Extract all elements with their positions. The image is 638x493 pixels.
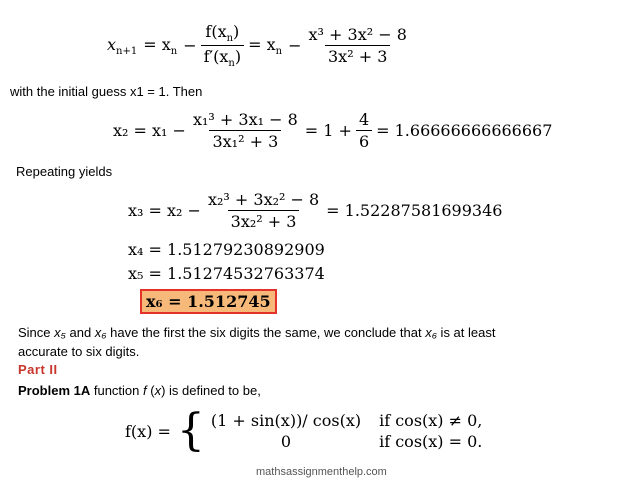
case2-expr: 0 bbox=[280, 432, 292, 451]
eq1-mid2: = x bbox=[248, 34, 276, 54]
para-a: Since bbox=[18, 325, 55, 340]
eq1-lhs-sub: n+1 bbox=[116, 45, 138, 57]
problem-label: Problem 1A bbox=[18, 383, 91, 398]
eq2-frac-den: 3x₁² + 3 bbox=[209, 130, 281, 151]
eq3-result: = 1.52287581699346 bbox=[326, 201, 503, 220]
para-b: and bbox=[65, 325, 95, 340]
eq1-mid1-sub: n bbox=[170, 45, 178, 57]
x4-equation: x₄ = 1.51279230892909 bbox=[128, 240, 325, 259]
eq1-frac1-num-sub: n bbox=[226, 33, 234, 45]
eq1-mid2-sub: n bbox=[275, 45, 283, 57]
eq1-frac1-den: f′(x bbox=[203, 47, 229, 67]
eq2-result: = 1.66666666666667 bbox=[376, 121, 553, 140]
newton-iteration-equation bbox=[107, 22, 414, 69]
piecewise-lhs: f(x) = bbox=[125, 421, 171, 441]
eq3-frac-num: x₂³ + 3x₂² − 8 bbox=[207, 190, 320, 209]
eq1-lhs: x bbox=[107, 34, 117, 54]
eq2-frac2-den: 6 bbox=[356, 130, 372, 151]
problem-x: x bbox=[154, 383, 162, 398]
footer-watermark: mathsassignmenthelp.com bbox=[256, 466, 387, 478]
eq1-fraction-2 bbox=[306, 25, 410, 66]
eq1-frac1-num: f(x bbox=[205, 22, 227, 41]
para-x5: x₅ bbox=[54, 325, 66, 340]
eq1-frac2-num: x³ + 3x² − 8 bbox=[308, 25, 407, 45]
case1-cond: if cos(x) ≠ 0, bbox=[379, 411, 483, 430]
eq2-mid: = 1 + bbox=[304, 121, 352, 140]
para-c: have the first the six digits the same, we conclude that bbox=[106, 325, 426, 340]
eq3-fraction bbox=[205, 190, 322, 231]
left-brace: { bbox=[176, 405, 205, 456]
problem-text-c: ) is defined to be, bbox=[161, 383, 261, 398]
initial-guess-text: with the initial guess x1 = 1. Then bbox=[10, 84, 203, 99]
eq1-minus2: − bbox=[288, 36, 302, 56]
eq1-frac2-den: 3x² + 3 bbox=[325, 45, 390, 66]
repeating-yields-text: Repeating yields bbox=[16, 164, 113, 179]
problem-f: f bbox=[143, 383, 147, 398]
x3-equation bbox=[128, 190, 502, 231]
eq1-frac1-den-end: ) bbox=[234, 47, 242, 67]
conclusion-line-1 bbox=[18, 323, 495, 342]
eq1-fraction-1 bbox=[201, 22, 245, 69]
problem-text-b: ( bbox=[146, 383, 155, 398]
eq2-lhs: x₂ = x₁ − bbox=[113, 121, 186, 140]
eq1-mid1: = x bbox=[143, 34, 171, 54]
case1-expr: (1 + sin(x))/ cos(x) bbox=[210, 411, 362, 430]
para-d: is at least bbox=[436, 325, 496, 340]
para-x6b: x₆ bbox=[425, 325, 437, 340]
eq1-frac1-den-sub: n bbox=[228, 58, 235, 70]
eq3-frac-den: 3x₂² + 3 bbox=[228, 210, 300, 231]
conclusion-paragraph bbox=[18, 323, 495, 361]
x2-equation bbox=[113, 110, 552, 151]
eq1-minus: − bbox=[183, 36, 197, 56]
problem-statement bbox=[18, 383, 261, 398]
problem-text-a: function bbox=[90, 383, 144, 398]
x5-equation: x₅ = 1.51274532763374 bbox=[128, 264, 325, 283]
para-x6: x₆ bbox=[94, 325, 107, 340]
eq2-fraction-2 bbox=[356, 110, 372, 151]
eq1-frac1-num-end: ) bbox=[233, 22, 240, 41]
eq2-frac-num: x₁³ + 3x₁ − 8 bbox=[192, 110, 298, 129]
eq3-lhs: x₃ = x₂ − bbox=[128, 201, 201, 220]
eq2-frac2-num: 4 bbox=[358, 110, 370, 129]
case2-cond: if cos(x) = 0. bbox=[379, 432, 483, 451]
x6-highlighted-result: x₆ = 1.512745 bbox=[140, 289, 277, 314]
piecewise-definition bbox=[125, 405, 483, 456]
part-heading: Part II bbox=[18, 362, 58, 377]
eq2-fraction bbox=[190, 110, 301, 151]
conclusion-line-2: accurate to six digits. bbox=[18, 344, 140, 359]
piecewise-cases bbox=[211, 411, 482, 451]
